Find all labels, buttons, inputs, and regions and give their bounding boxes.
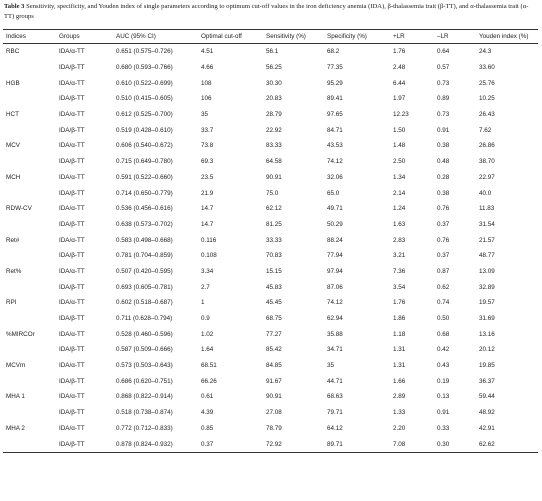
caption-text: Sensitivity, specificity, and Youden index of single parameters according to optimum cut-off values in the iron deficiency anemia (IDA), β-thalassemia trait (β-TT), and α-thalassemia trait (α-TT) groups xyxy=(4,3,529,20)
groups-cell: IDA/β-TT xyxy=(59,377,85,385)
specificity-cell: 79.71 xyxy=(327,409,343,417)
specificity-cell: 77.94 xyxy=(327,252,343,260)
auc-cell: 0.714 (0.650–0.779) xyxy=(116,189,173,197)
groups-cell: IDA/β-TT xyxy=(59,283,85,291)
cutoff-cell: 0.85 xyxy=(201,424,214,432)
indices-cell: MHA 2 xyxy=(6,424,25,432)
sensitivity-cell: 45.83 xyxy=(266,283,282,291)
minus-lr-cell: 0.68 xyxy=(437,330,450,338)
sensitivity-cell: 22.92 xyxy=(266,126,282,134)
groups-cell: IDA/β-TT xyxy=(59,346,85,354)
cutoff-cell: 1 xyxy=(201,299,205,307)
plus-lr-cell: 1.66 xyxy=(393,377,406,385)
specificity-cell: 68.2 xyxy=(324,44,390,60)
auc-cell: 0.583 (0.498–0.668) xyxy=(116,236,173,244)
plus-lr-cell: 2.48 xyxy=(393,64,406,72)
groups-cell: IDA/β-TT xyxy=(59,126,85,134)
auc-cell: 0.587 (0.509–0.666) xyxy=(116,346,173,354)
table-row xyxy=(3,122,538,138)
header-indices: Indices xyxy=(3,30,56,44)
indices-cell xyxy=(3,122,56,138)
table-row xyxy=(3,373,538,389)
indices-cell: RPI xyxy=(6,299,17,307)
minus-lr-cell: 0.43 xyxy=(437,362,450,370)
youden-cell: 33.60 xyxy=(479,64,495,72)
specificity-cell: 97.94 xyxy=(327,267,343,275)
specificity-cell: 49.71 xyxy=(327,205,343,213)
table-row xyxy=(3,170,538,186)
indices-cell xyxy=(3,342,56,358)
specificity-cell: 43.53 xyxy=(327,142,343,150)
table-row xyxy=(3,326,538,342)
minus-lr-cell: 0.48 xyxy=(437,158,450,166)
specificity-cell: 84.71 xyxy=(327,126,343,134)
specificity-cell: 34.71 xyxy=(327,346,343,354)
indices-cell xyxy=(3,217,56,233)
groups-cell: IDA/β-TT xyxy=(59,315,85,323)
plus-lr-cell: 7.08 xyxy=(390,436,434,452)
minus-lr-cell: 0.38 xyxy=(437,142,450,150)
cutoff-cell: 3.34 xyxy=(201,267,214,275)
table-row xyxy=(3,60,538,76)
sensitivity-cell: 85.42 xyxy=(266,346,282,354)
header-row xyxy=(3,30,538,44)
youden-cell: 59.44 xyxy=(479,393,495,401)
specificity-cell: 35.88 xyxy=(327,330,343,338)
cutoff-cell: 69.3 xyxy=(201,158,214,166)
minus-lr-cell: 0.73 xyxy=(437,111,450,119)
groups-cell: IDA/β-TT xyxy=(59,252,85,260)
table-body xyxy=(3,44,538,453)
youden-cell: 22.97 xyxy=(479,173,495,181)
minus-lr-cell: 0.28 xyxy=(437,173,450,181)
sensitivity-cell: 75.0 xyxy=(266,189,279,197)
youden-cell: 26.86 xyxy=(479,142,495,150)
plus-lr-cell: 1.97 xyxy=(393,95,406,103)
minus-lr-cell: 0.76 xyxy=(437,205,450,213)
plus-lr-cell: 1.76 xyxy=(393,299,406,307)
youden-cell: 24.3 xyxy=(476,44,538,60)
minus-lr-cell: 0.87 xyxy=(437,267,450,275)
cutoff-cell: 66.26 xyxy=(201,377,217,385)
auc-cell: 0.606 (0.540–0.672) xyxy=(116,142,173,150)
cutoff-cell: 4.51 xyxy=(198,44,263,60)
cutoff-cell: 21.9 xyxy=(201,189,214,197)
sensitivity-cell: 15.15 xyxy=(266,267,282,275)
auc-cell: 0.680 (0.593–0.766) xyxy=(116,64,173,72)
minus-lr-cell: 0.38 xyxy=(437,189,450,197)
specificity-cell: 89.41 xyxy=(327,95,343,103)
sensitivity-cell: 72.92 xyxy=(263,436,324,452)
minus-lr-cell: 0.62 xyxy=(437,283,450,291)
indices-cell: RBC xyxy=(3,44,56,60)
table-row xyxy=(3,358,538,374)
table-row xyxy=(3,405,538,421)
sensitivity-cell: 62.12 xyxy=(266,205,282,213)
specificity-cell: 74.12 xyxy=(327,158,343,166)
auc-cell: 0.638 (0.573–0.702) xyxy=(116,220,173,228)
cutoff-cell: 73.8 xyxy=(201,142,214,150)
groups-cell: IDA/α-TT xyxy=(59,362,85,370)
table-row xyxy=(3,44,538,60)
youden-cell: 48.77 xyxy=(479,252,495,260)
auc-cell: 0.536 (0.456–0.616) xyxy=(116,205,173,213)
sensitivity-cell: 90.91 xyxy=(266,393,282,401)
minus-lr-cell: 0.33 xyxy=(437,424,450,432)
minus-lr-cell: 0.19 xyxy=(437,377,450,385)
table-caption xyxy=(4,2,534,22)
indices-cell xyxy=(3,405,56,421)
specificity-cell: 89.71 xyxy=(324,436,390,452)
sensitivity-cell: 45.45 xyxy=(266,299,282,307)
minus-lr-cell: 0.37 xyxy=(437,252,450,260)
groups-cell: IDA/α-TT xyxy=(59,79,85,87)
cutoff-cell: 0.116 xyxy=(201,236,217,244)
specificity-cell: 32.06 xyxy=(327,173,343,181)
specificity-cell: 87.06 xyxy=(327,283,343,291)
plus-lr-cell: 1.18 xyxy=(393,330,406,338)
auc-cell: 0.573 (0.503–0.643) xyxy=(116,362,173,370)
indices-cell xyxy=(3,279,56,295)
sensitivity-cell: 64.58 xyxy=(266,158,282,166)
plus-lr-cell: 2.50 xyxy=(393,158,406,166)
indices-cell: MCV xyxy=(6,142,20,150)
table-row xyxy=(3,295,538,311)
table-row xyxy=(3,217,538,233)
table-row xyxy=(3,107,538,123)
cutoff-cell: 4.66 xyxy=(201,64,214,72)
cutoff-cell: 0.61 xyxy=(201,393,214,401)
youden-cell: 26.43 xyxy=(479,111,495,119)
plus-lr-cell: 1.31 xyxy=(393,346,406,354)
table-row xyxy=(3,311,538,327)
specificity-cell: 35 xyxy=(327,362,335,370)
groups-cell: IDA/α-TT xyxy=(56,44,113,60)
sensitivity-cell: 90.91 xyxy=(266,173,282,181)
plus-lr-cell: 1.76 xyxy=(390,44,434,60)
auc-cell: 0.519 (0.428–0.610) xyxy=(116,126,173,134)
minus-lr-cell: 0.89 xyxy=(437,95,450,103)
youden-cell: 13.09 xyxy=(479,267,495,275)
specificity-cell: 88.24 xyxy=(327,236,343,244)
sensitivity-cell: 56.1 xyxy=(263,44,324,60)
cutoff-cell: 0.37 xyxy=(198,436,263,452)
plus-lr-cell: 1.48 xyxy=(393,142,406,150)
table-row xyxy=(3,154,538,170)
cutoff-cell: 4.39 xyxy=(201,409,214,417)
groups-cell: IDA/α-TT xyxy=(59,393,85,401)
plus-lr-cell: 6.44 xyxy=(393,79,406,87)
youden-cell: 25.76 xyxy=(479,79,495,87)
youden-cell: 19.57 xyxy=(479,299,495,307)
sensitivity-cell: 70.83 xyxy=(266,252,282,260)
auc-cell: 0.772 (0.712–0.833) xyxy=(116,424,173,432)
cutoff-cell: 14.7 xyxy=(201,220,214,228)
auc-cell: 0.591 (0.522–0.660) xyxy=(116,173,173,181)
cutoff-cell: 68.51 xyxy=(201,362,217,370)
minus-lr-cell: 0.13 xyxy=(437,393,450,401)
cutoff-cell: 1.64 xyxy=(201,346,214,354)
sensitivity-cell: 20.83 xyxy=(266,95,282,103)
youden-cell: 13.16 xyxy=(479,330,495,338)
header-cutoff: Optimal cut-off xyxy=(198,30,263,44)
indices-cell: RDW-CV xyxy=(6,205,32,213)
youden-cell: 7.62 xyxy=(479,126,492,134)
auc-cell: 0.528 (0.460–0.596) xyxy=(116,330,173,338)
table-row xyxy=(3,279,538,295)
auc-cell: 0.510 (0.415–0.605) xyxy=(116,95,173,103)
minus-lr-cell: 0.74 xyxy=(437,299,450,307)
table-row xyxy=(3,138,538,154)
specificity-cell: 50.29 xyxy=(327,220,343,228)
header-youden: Youden index (%) xyxy=(476,30,538,44)
indices-cell xyxy=(3,185,56,201)
youden-cell: 32.89 xyxy=(479,283,495,291)
cutoff-cell: 33.7 xyxy=(201,126,214,134)
table-row xyxy=(3,185,538,201)
plus-lr-cell: 2.83 xyxy=(393,236,406,244)
header-sensitivity: Sensitivity (%) xyxy=(263,30,324,44)
cutoff-cell: 108 xyxy=(201,79,212,87)
auc-cell: 0.878 (0.824–0.932) xyxy=(113,436,198,452)
specificity-cell: 97.65 xyxy=(327,111,343,119)
indices-cell: MCH xyxy=(6,173,21,181)
groups-cell: IDA/β-TT xyxy=(59,158,85,166)
youden-cell: 11.83 xyxy=(479,205,495,213)
sensitivity-cell: 91.67 xyxy=(266,377,282,385)
groups-cell: IDA/β-TT xyxy=(59,95,85,103)
auc-cell: 0.507 (0.420–0.595) xyxy=(116,267,173,275)
plus-lr-cell: 3.21 xyxy=(393,252,406,260)
auc-cell: 0.610 (0.522–0.699) xyxy=(116,79,173,87)
youden-cell: 42.91 xyxy=(479,424,495,432)
results-table xyxy=(3,29,538,453)
specificity-cell: 95.29 xyxy=(327,79,343,87)
header-plus-lr: +LR xyxy=(390,30,434,44)
sensitivity-cell: 56.25 xyxy=(266,64,282,72)
sensitivity-cell: 84.85 xyxy=(266,362,282,370)
auc-cell: 0.868 (0.822–0.914) xyxy=(116,393,173,401)
groups-cell: IDA/α-TT xyxy=(59,236,85,244)
sensitivity-cell: 33.33 xyxy=(266,236,282,244)
table-row xyxy=(3,389,538,405)
specificity-cell: 44.71 xyxy=(327,377,343,385)
youden-cell: 31.54 xyxy=(479,220,495,228)
indices-cell xyxy=(3,248,56,264)
groups-cell: IDA/α-TT xyxy=(59,299,85,307)
table-label: Table 3 xyxy=(4,3,25,10)
specificity-cell: 77.35 xyxy=(327,64,343,72)
table-row xyxy=(3,232,538,248)
specificity-cell: 74.12 xyxy=(327,299,343,307)
youden-cell: 10.25 xyxy=(479,95,495,103)
plus-lr-cell: 2.14 xyxy=(393,189,406,197)
header-groups: Groups xyxy=(56,30,113,44)
indices-cell xyxy=(3,91,56,107)
auc-cell: 0.711 (0.628–0.794) xyxy=(116,315,173,323)
groups-cell: IDA/α-TT xyxy=(59,142,85,150)
groups-cell: IDA/α-TT xyxy=(59,173,85,181)
indices-cell xyxy=(3,436,56,452)
indices-cell: %MIRCOr xyxy=(6,330,35,338)
cutoff-cell: 106 xyxy=(201,95,212,103)
youden-cell: 48.92 xyxy=(479,409,495,417)
minus-lr-cell: 0.91 xyxy=(437,126,450,134)
indices-cell xyxy=(3,373,56,389)
plus-lr-cell: 1.24 xyxy=(393,205,406,213)
youden-cell: 62.62 xyxy=(476,436,538,452)
plus-lr-cell: 7.36 xyxy=(393,267,406,275)
sensitivity-cell: 30.30 xyxy=(266,79,282,87)
plus-lr-cell: 12.23 xyxy=(393,111,409,119)
plus-lr-cell: 1.34 xyxy=(393,173,406,181)
table-row xyxy=(3,75,538,91)
minus-lr-cell: 0.50 xyxy=(437,315,450,323)
indices-cell: HCT xyxy=(6,111,19,119)
table-row xyxy=(3,91,538,107)
sensitivity-cell: 68.75 xyxy=(266,315,282,323)
cutoff-cell: 23.5 xyxy=(201,173,214,181)
cutoff-cell: 35 xyxy=(201,111,209,119)
indices-cell: Ret% xyxy=(6,267,22,275)
sensitivity-cell: 78.79 xyxy=(266,424,282,432)
youden-cell: 36.37 xyxy=(479,377,495,385)
cutoff-cell: 14.7 xyxy=(201,205,214,213)
table-row xyxy=(3,248,538,264)
minus-lr-cell: 0.91 xyxy=(437,409,450,417)
auc-cell: 0.693 (0.605–0.781) xyxy=(116,283,173,291)
groups-cell: IDA/α-TT xyxy=(59,111,85,119)
groups-cell: IDA/β-TT xyxy=(59,409,85,417)
sensitivity-cell: 81.25 xyxy=(266,220,282,228)
groups-cell: IDA/β-TT xyxy=(59,220,85,228)
indices-cell xyxy=(3,60,56,76)
cutoff-cell: 2.7 xyxy=(201,283,210,291)
specificity-cell: 68.63 xyxy=(327,393,343,401)
youden-cell: 20.12 xyxy=(479,346,495,354)
plus-lr-cell: 2.89 xyxy=(393,393,406,401)
indices-cell: MHA 1 xyxy=(6,393,25,401)
table-row xyxy=(3,421,538,437)
minus-lr-cell: 0.64 xyxy=(434,44,476,60)
groups-cell: IDA/β-TT xyxy=(59,189,85,197)
groups-cell: IDA/β-TT xyxy=(59,64,85,72)
minus-lr-cell: 0.37 xyxy=(437,220,450,228)
cutoff-cell: 0.108 xyxy=(201,252,217,260)
indices-cell: HGB xyxy=(6,79,20,87)
youden-cell: 38.70 xyxy=(479,158,495,166)
indices-cell xyxy=(3,154,56,170)
auc-cell: 0.686 (0.620–0.751) xyxy=(116,377,173,385)
indices-cell xyxy=(3,311,56,327)
auc-cell: 0.518 (0.738–0.874) xyxy=(116,409,173,417)
plus-lr-cell: 1.50 xyxy=(393,126,406,134)
groups-cell: IDA/α-TT xyxy=(59,424,85,432)
table-row xyxy=(3,264,538,280)
auc-cell: 0.612 (0.525–0.700) xyxy=(116,111,173,119)
youden-cell: 40.0 xyxy=(479,189,492,197)
auc-cell: 0.602 (0.518–0.687) xyxy=(116,299,173,307)
minus-lr-cell: 0.73 xyxy=(437,79,450,87)
table-row xyxy=(3,436,538,452)
minus-lr-cell: 0.57 xyxy=(437,64,450,72)
header-minus-lr: –LR xyxy=(434,30,476,44)
cutoff-cell: 1.02 xyxy=(201,330,214,338)
header-auc: AUC (95% CI) xyxy=(113,30,198,44)
plus-lr-cell: 2.20 xyxy=(393,424,406,432)
plus-lr-cell: 3.54 xyxy=(393,283,406,291)
table-row xyxy=(3,342,538,358)
header-specificity: Specificity (%) xyxy=(324,30,390,44)
youden-cell: 19.85 xyxy=(479,362,495,370)
sensitivity-cell: 28.79 xyxy=(266,111,282,119)
specificity-cell: 64.12 xyxy=(327,424,343,432)
sensitivity-cell: 77.27 xyxy=(266,330,282,338)
indices-cell: Ret# xyxy=(6,236,20,244)
groups-cell: IDA/β-TT xyxy=(56,436,113,452)
specificity-cell: 65.0 xyxy=(327,189,340,197)
sensitivity-cell: 27.08 xyxy=(266,409,282,417)
indices-cell: MCVm xyxy=(6,362,26,370)
table-row xyxy=(3,201,538,217)
groups-cell: IDA/α-TT xyxy=(59,205,85,213)
youden-cell: 21.57 xyxy=(479,236,495,244)
youden-cell: 31.69 xyxy=(479,315,495,323)
plus-lr-cell: 1.31 xyxy=(393,362,406,370)
plus-lr-cell: 1.33 xyxy=(393,409,406,417)
sensitivity-cell: 83.33 xyxy=(266,142,282,150)
auc-cell: 0.715 (0.649–0.780) xyxy=(116,158,173,166)
specificity-cell: 62.94 xyxy=(327,315,343,323)
plus-lr-cell: 1.63 xyxy=(393,220,406,228)
groups-cell: IDA/α-TT xyxy=(59,330,85,338)
cutoff-cell: 0.9 xyxy=(201,315,210,323)
plus-lr-cell: 1.86 xyxy=(393,315,406,323)
auc-cell: 0.651 (0.575–0.726) xyxy=(113,44,198,60)
minus-lr-cell: 0.30 xyxy=(434,436,476,452)
minus-lr-cell: 0.42 xyxy=(437,346,450,354)
minus-lr-cell: 0.76 xyxy=(437,236,450,244)
auc-cell: 0.781 (0.704–0.859) xyxy=(116,252,173,260)
groups-cell: IDA/α-TT xyxy=(59,267,85,275)
